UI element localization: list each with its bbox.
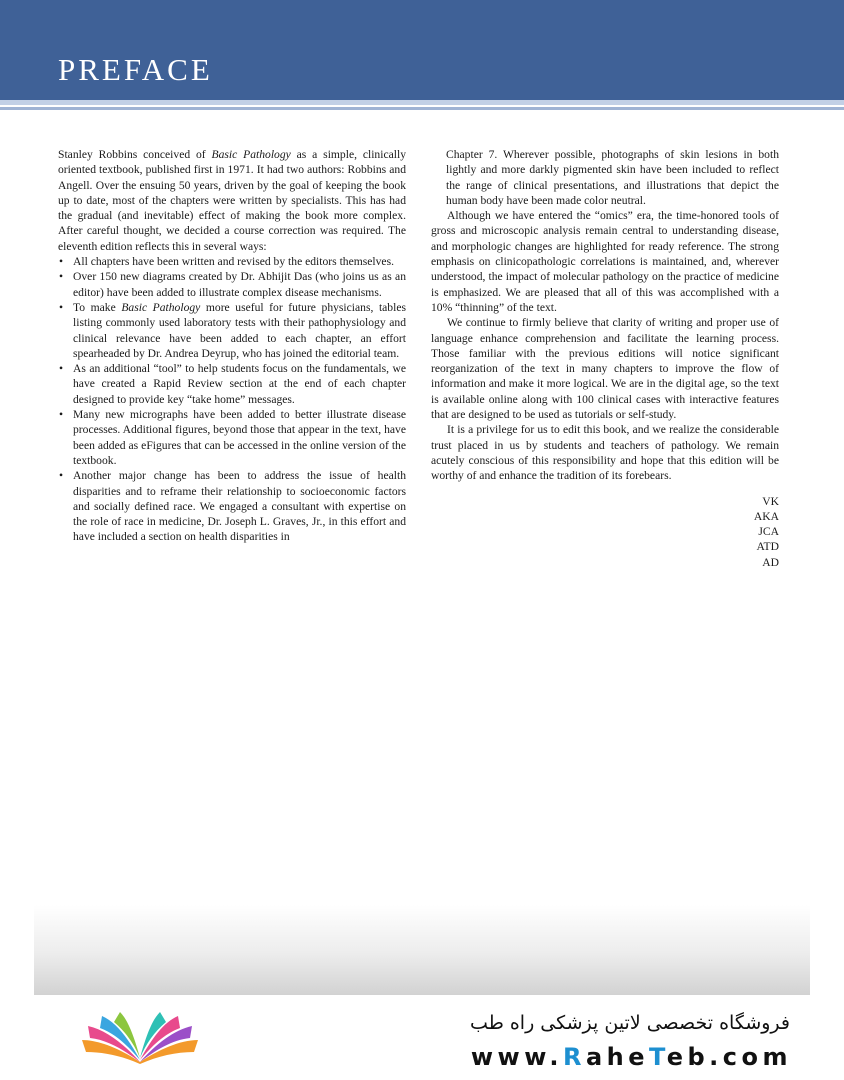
bullet-icon: • (59, 255, 64, 269)
signature-initials: AD (762, 555, 779, 569)
right-column (431, 147, 779, 570)
continued-list-item: Chapter 7. Wherever possible, photographs of skin lesions in both lightly and more darkly pigmented skin have been included to reflect the range of clinical presentations, and illustrations that depict the human body have been made color neutral. (446, 148, 779, 207)
body-paragraph: Although we have entered the “omics” era, the time-honored tools of gross and microscopic analysis remain central to understanding disease, and morphologic changes are highlighted for ready reference. The strong emphasis on clinicopathologic correlations is maintained, and, wherever understood, the impact of molecular pathology on the practice of medicine is emphasized. We are pleased that all of this was accomplished with a 10% “thinning” of the text. (431, 209, 779, 314)
footer-fade (34, 905, 810, 995)
bullet-icon: • (59, 362, 64, 376)
book-title: Basic Pathology (211, 148, 291, 161)
bullet-icon: • (59, 300, 64, 314)
signature-initials: AKA (753, 509, 779, 523)
store-url[interactable]: www.RaheTeb.com (470, 1043, 792, 1071)
intro-paragraph: Stanley Robbins conceived of Basic Pathology as a simple, clinically oriented textbook, published first in 1971. It had two authors: Robbins and Angell. Over the ensuing 50 years, driven by the goal of keeping the book up to date, most of the chapters were written by specialists. This has had the gradual (and inevitable) effect of making the book more complex. After careful thought, we decided a course correction was required. The eleventh edition reflects this in several ways: (58, 148, 406, 253)
list-item: • All chapters have been written and revised by the editors themselves. (59, 255, 394, 269)
changes-list (58, 254, 406, 545)
bullet-icon: • (59, 408, 64, 422)
book-title: Basic Pathology (121, 300, 201, 314)
list-item: • As an additional “tool” to help students focus on the fundamentals, we have created a Rapid Review section at the end of each chapter designed to provide key “take home” messages. (59, 362, 406, 406)
bullet-icon: • (59, 270, 64, 284)
list-item: • To make Basic Pathology more useful for future physicians, tables listing commonly used laboratory tests with their pathophysiology and clinical relevance have been added to each chapter, an effort spearheaded by Dr. Andrea Deyrup, who has joined the editorial team. (59, 300, 406, 360)
list-item: • Over 150 new diagrams created by Dr. Abhijit Das (who joins us as an editor) have been added to illustrate complex disease mechanisms. (59, 270, 406, 299)
list-item: • Another major change has been to address the issue of health disparities and to reframe their relationship to socioeconomic factors and socially defined race. We engaged a consultant with expertise on the role of race in medicine, Dr. Joseph L. Graves, Jr., in this effort and have included a section on health disparities in (59, 469, 406, 544)
signature-initials: JCA (758, 525, 779, 539)
body-paragraph: It is a privilege for us to edit this book, and we realize the considerable trust placed in us by students and teachers of pathology. We remain acutely conscious of this responsibility and hope that this edition will be worthy of and enhance the tradition of its forebears. (431, 423, 779, 483)
header-rule (0, 107, 844, 110)
signature-initials: VK (762, 494, 779, 508)
body-paragraph: We continue to firmly believe that clarity of writing and proper use of language enhance comprehension and facilitate the learning process. Those familiar with the previous editions will notice significant reorganization of the text in many chapters to improve the flow of information and make it more logical. We are in the digital age, so the text is available online along with 100 clinical cases with interactive features that are designed to be used as tutorials or self-study. (431, 316, 779, 422)
left-column (58, 147, 406, 545)
store-name: فروشگاه تخصصی لاتین پزشکی راه طب (470, 1012, 790, 1034)
signature-initials: ATD (756, 540, 779, 554)
open-book-logo-icon (78, 1010, 202, 1066)
page-title: PREFACE (58, 52, 213, 87)
bullet-icon: • (59, 469, 64, 483)
list-item: • Many new micrographs have been added to better illustrate disease processes. Additional figures, beyond those that appear in the text, have been added as eFigures that can be accessed in the online version of the textbook. (59, 408, 406, 467)
editor-signatures (431, 494, 779, 570)
header-bar (0, 0, 844, 100)
